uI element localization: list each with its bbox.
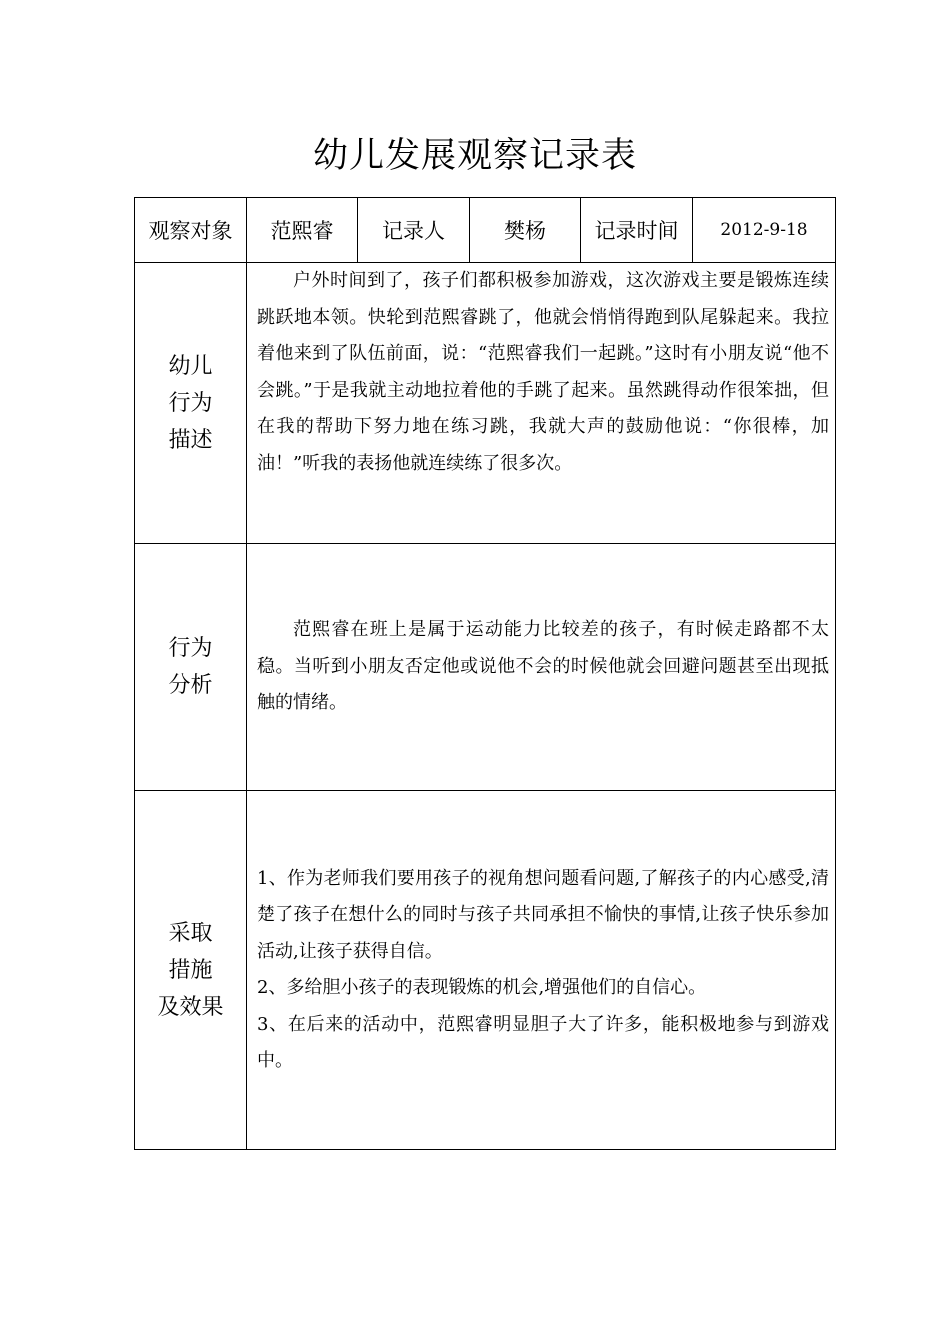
recorder-label: 记录人 <box>358 198 470 263</box>
measure-item: 1、作为老师我们要用孩子的视角想问题看问题,了解孩子的内心感受,清楚了孩子在想什么的同时与孩子共同承担不愉快的事情,让孩子快乐参加活动,让孩子获得自信。 <box>257 867 829 962</box>
measures-row <box>135 791 836 1150</box>
analysis-row <box>135 544 836 791</box>
measures-text-cell <box>247 791 836 1150</box>
page-title: 幼儿发展观察记录表 <box>312 136 637 176</box>
behavior-text: 户外时间到了，孩子们都积极参加游戏，这次游戏主要是锻炼连续跳跃地本领。快轮到范熙睿跳了，他就会悄悄得跑到队尾躲起来。我拉着他来到了队伍前面，说：“范熙睿我们一起跳。”这时有小朋友说“他不会跳。”于是我就主动地拉着他的手跳了起来。虽然跳得动作很笨拙，但在我的帮助下努力地在练习跳，我就大声的鼓励他说：“你很棒，加油！”听我的表扬他就连续练了很多次。 <box>257 270 829 474</box>
behavior-row <box>135 263 836 544</box>
observation-record-table <box>134 197 836 1150</box>
observed-value: 范熙睿 <box>247 198 358 263</box>
measures-label: 采取 措施 及效果 <box>135 791 247 1150</box>
time-value: 2012-9-18 <box>693 198 836 263</box>
behavior-text-cell <box>247 263 836 544</box>
recorder-value: 樊杨 <box>470 198 581 263</box>
measure-item: 3、在后来的活动中，范熙睿明显胆子大了许多，能积极地参与到游戏中。 <box>257 1013 829 1071</box>
analysis-text: 范熙睿在班上是属于运动能力比较差的孩子，有时候走路都不太稳。当听到小朋友否定他或说他不会的时候他就会回避问题甚至出现抵触的情绪。 <box>257 619 829 714</box>
measure-item: 2、多给胆小孩子的表现锻炼的机会,增强他们的自信心。 <box>257 977 707 998</box>
behavior-label: 幼儿 行为 描述 <box>135 263 247 544</box>
header-row <box>135 198 836 263</box>
observed-label: 观察对象 <box>135 198 247 263</box>
analysis-text-cell <box>247 544 836 791</box>
time-label: 记录时间 <box>581 198 693 263</box>
analysis-label: 行为 分析 <box>135 544 247 791</box>
